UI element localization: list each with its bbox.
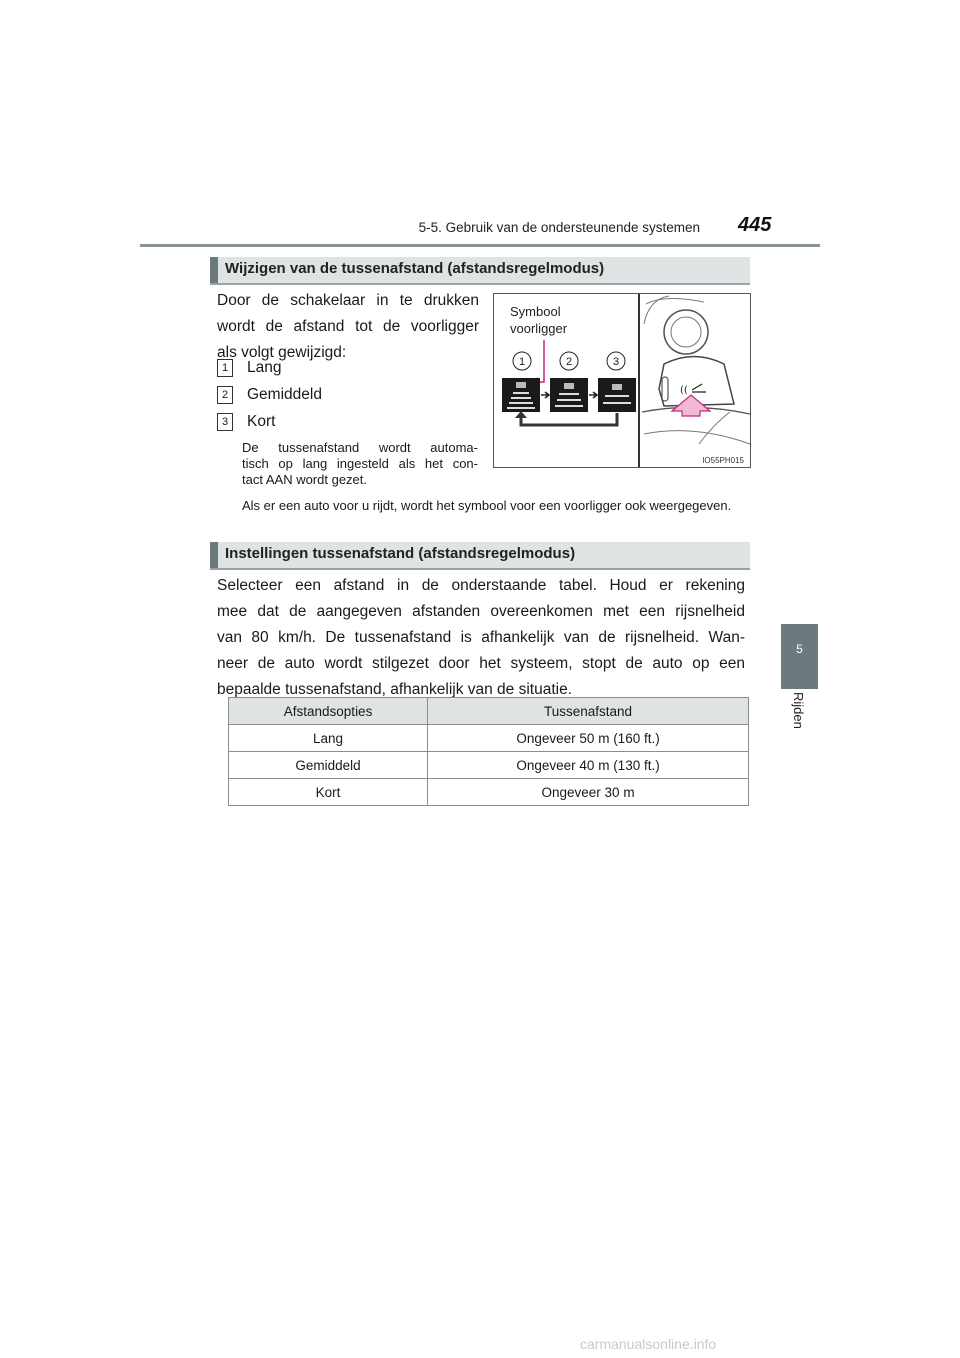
intro-line: Door de schakelaar in te drukken <box>217 292 479 309</box>
section-accent <box>210 542 218 568</box>
text-line: neer de auto wordt stilgezet door het systeem, stopt de auto op een <box>217 655 745 672</box>
text-line: Selecteer een afstand in de onderstaande tabel. Houd er rekening <box>217 577 745 594</box>
display-tile-medium-icon <box>550 378 588 412</box>
arrow-right-icon <box>541 392 549 398</box>
note-text-2: Als er een auto voor u rijdt, wordt het symbool voor een voorligger ook weergegeven. <box>242 498 732 513</box>
list-item <box>217 359 281 377</box>
table-cell: Ongeveer 40 m (130 ft.) <box>428 752 749 779</box>
note-line: tact AAN wordt gezet. <box>242 472 368 487</box>
table-header-cell: Tussenafstand <box>428 698 749 725</box>
watermark: carmanualsonline.info <box>580 1336 717 1352</box>
list-item-label: Lang <box>247 359 282 377</box>
table-header-cell: Afstandsopties <box>229 698 428 725</box>
text-line: mee dat de aangegeven afstanden overeenkomen met een rijsnelheid <box>217 603 745 620</box>
circle-label-1: 1 <box>518 356 526 368</box>
circle-label-2: 2 <box>565 356 573 368</box>
list-item <box>217 386 322 404</box>
section-title-2: Instellingen tussenafstand (afstandsregelmodus) <box>225 545 576 562</box>
page-number: 445 <box>738 214 772 236</box>
arrow-right-icon <box>589 392 597 398</box>
text-line: van 80 km/h. De tussenafstand is afhankelijk van de rijsnelheid. Wan- <box>217 629 745 646</box>
text-line: bepaalde tussenafstand, afhankelijk van de situatie. <box>217 681 573 698</box>
display-tile-short-icon <box>598 378 636 412</box>
display-tile-long-icon <box>502 378 540 412</box>
note-line: De tussenafstand wordt automa- <box>242 440 478 455</box>
figure-label-line2: voorligger <box>510 321 568 336</box>
running-header: 5-5. Gebruik van de ondersteunende systemen <box>418 220 700 235</box>
section-heading-2 <box>210 542 750 570</box>
intro-line: wordt de afstand tot de voorligger <box>217 318 479 335</box>
intro-text <box>217 288 479 366</box>
circle-label-3: 3 <box>612 356 620 368</box>
table-row <box>229 725 749 752</box>
table-header-row <box>229 698 749 725</box>
figure-illustration <box>494 294 750 467</box>
number-badge: 3 <box>217 413 233 431</box>
section2-text <box>217 573 745 703</box>
intro-line: als volgt gewijzigd: <box>217 344 347 361</box>
table-cell: Lang <box>229 725 428 752</box>
note-line: tisch op lang ingesteld als het con- <box>242 456 478 471</box>
table-cell: Kort <box>229 779 428 806</box>
figure-distance-switch <box>493 293 751 468</box>
list-item <box>217 413 275 431</box>
section-heading-1 <box>210 257 750 285</box>
header-rule <box>140 244 820 247</box>
table-row <box>229 752 749 779</box>
number-badge: 2 <box>217 386 233 404</box>
list-item-label: Gemiddeld <box>247 386 322 404</box>
section-title-1: Wijzigen van de tussenafstand (afstandsregelmodus) <box>225 260 605 277</box>
cycle-return-arrow <box>521 413 617 425</box>
section-accent <box>210 257 218 283</box>
chapter-tab[interactable]: 5 <box>781 624 818 689</box>
figure-label-line1: Symbool <box>510 304 561 319</box>
figure-code: IO55PH015 <box>702 456 744 465</box>
table-row <box>229 779 749 806</box>
list-item-label: Kort <box>247 413 276 431</box>
table-cell: Ongeveer 50 m (160 ft.) <box>428 725 749 752</box>
note-text <box>242 440 478 488</box>
svg-text:((: (( <box>680 385 688 396</box>
number-badge: 1 <box>217 359 233 377</box>
chapter-label: Rijden <box>791 692 806 729</box>
table-cell: Ongeveer 30 m <box>428 779 749 806</box>
table-cell: Gemiddeld <box>229 752 428 779</box>
distance-table <box>228 697 749 806</box>
